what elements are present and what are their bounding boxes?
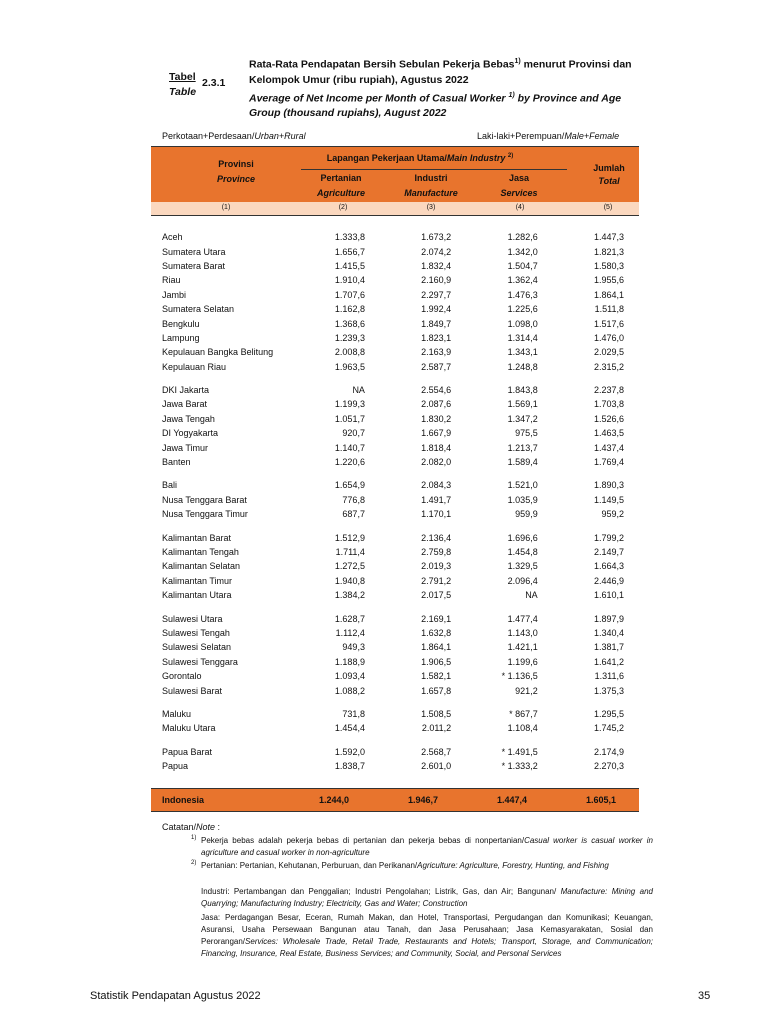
table-row — [151, 545, 639, 559]
table-cell: 1.051,7 — [334, 413, 365, 424]
province-name: Papua — [162, 761, 189, 772]
total-row — [151, 788, 639, 812]
table-cell: * 1.491,5 — [501, 746, 538, 757]
area-label: Perkotaan+Perdesaan/Urban+Rural — [162, 131, 306, 141]
table-row — [151, 455, 639, 469]
group-spacer — [151, 521, 639, 530]
table-row — [151, 397, 639, 411]
table-cell: 1.225,6 — [507, 304, 538, 315]
title-en-line1: Average of Net Income per Month of Casual Worker $^{1)}$ by Province and Age — [249, 91, 622, 104]
province-name: Sulawesi Tenggara — [162, 656, 238, 667]
table-row — [151, 707, 639, 721]
table-cell: 1.830,2 — [421, 413, 452, 424]
table-cell: 2.149,7 — [593, 547, 624, 557]
table-cell: 1.610,1 — [593, 590, 624, 601]
table-cell: 1.477,4 — [507, 613, 538, 624]
title-id-line1: Rata-Rata Pendapatan Bersih Sebulan Pekerja Bebas$^{1)}$ menurut Provinsi dan — [249, 58, 632, 71]
table-cell: 1.569,1 — [507, 399, 538, 410]
table-cell: 1.711,4 — [335, 547, 365, 557]
province-name: DI Yogyakarta — [162, 428, 219, 439]
col-number: (2) — [338, 204, 348, 211]
table-cell: 2.074,2 — [421, 246, 452, 257]
header-industri: Industri — [414, 173, 448, 183]
total-total: 1.605,1 — [586, 795, 617, 805]
header-agriculture: Agriculture — [316, 188, 365, 198]
total-manufacture: 1.946,7 — [408, 795, 439, 805]
table-row — [151, 721, 639, 735]
table-row — [151, 316, 639, 330]
table-cell: * 867,7 — [509, 708, 538, 719]
province-name: Kepulauan Bangka Belitung — [162, 347, 274, 358]
table-cell: 1.088,2 — [334, 685, 365, 696]
table-cell: 1.517,6 — [593, 318, 624, 329]
table-cell: 1.897,9 — [593, 613, 624, 624]
table-row — [151, 230, 639, 244]
table-cell: 959,9 — [515, 509, 538, 520]
note-1-mark: 1) — [191, 835, 197, 841]
table-cell: 2.008,8 — [334, 347, 365, 358]
header-jasa: Jasa — [508, 173, 530, 183]
table-cell: 1.447,3 — [593, 232, 624, 243]
header-total: Total — [598, 176, 620, 186]
table-cell: 1.362,4 — [507, 275, 538, 286]
table-row — [151, 302, 639, 316]
page-number: 35 — [698, 990, 711, 1002]
table-cell: NA — [525, 590, 538, 601]
province-table — [151, 230, 639, 773]
table-row — [151, 745, 639, 759]
province-name: Riau — [162, 275, 181, 286]
spacer-cell — [151, 698, 639, 707]
table-cell: 1.098,0 — [507, 318, 538, 329]
total-agriculture: 1.244,0 — [319, 795, 350, 805]
table-cell: 1.654,9 — [334, 480, 365, 491]
header-province: Province — [216, 174, 256, 184]
table-cell: 2.017,5 — [421, 590, 452, 601]
table-cell: 959,2 — [601, 509, 624, 520]
province-name: Kalimantan Selatan — [162, 561, 241, 572]
province-name: Kalimantan Tengah — [162, 547, 239, 557]
table-cell: 1.220,6 — [334, 457, 365, 468]
province-name: Jambi — [162, 289, 187, 300]
table-cell: 687,7 — [342, 509, 365, 520]
table-cell: 1.526,6 — [593, 413, 624, 424]
header-jumlah: Jumlah — [593, 163, 625, 173]
province-name: Sumatera Utara — [162, 246, 226, 257]
table-row — [151, 493, 639, 507]
table-row — [151, 360, 639, 374]
table-cell: 1.140,7 — [334, 442, 365, 453]
province-name: Kepulauan Riau — [162, 361, 227, 372]
table-cell: 1.641,2 — [593, 656, 624, 667]
province-name: Papua Barat — [162, 746, 213, 757]
table-cell: 2.315,2 — [593, 361, 624, 372]
table-cell: 1.940,8 — [334, 575, 365, 586]
table-cell: 920,7 — [342, 428, 365, 439]
table-row — [151, 259, 639, 273]
province-name: Bengkulu — [162, 318, 200, 329]
notes-title: Catatan/Note : — [162, 822, 221, 832]
table-cell: 1.696,6 — [507, 532, 538, 543]
header-manufacture: Manufacture — [404, 188, 458, 198]
table-row — [151, 345, 639, 359]
table-cell: 1.343,1 — [507, 347, 538, 358]
table-cell: * 1.333,2 — [501, 761, 538, 772]
table-cell: 1.311,6 — [594, 671, 624, 682]
table-cell: 921,2 — [515, 685, 538, 696]
province-name: Sumatera Selatan — [162, 304, 235, 315]
table-cell: 1.476,0 — [593, 332, 624, 343]
table-cell: 1.664,3 — [593, 561, 624, 572]
note-1: Pekerja bebas adalah pekerja bebas di pertanian dan pekerja bebas di nonpertanian/Casual worker is casual worker in agriculture and casual worker in non-agriculture — [201, 836, 653, 857]
table-cell: 2.270,3 — [593, 761, 624, 772]
table-cell: 1.108,4 — [507, 723, 538, 734]
table-cell: 1.213,7 — [507, 442, 538, 453]
table-cell: 1.491,7 — [421, 494, 452, 505]
table-cell: 2.601,0 — [421, 761, 452, 772]
province-name: Gorontalo — [162, 671, 202, 682]
table-cell: 2.169,1 — [421, 613, 452, 624]
table-cell: 1.632,8 — [421, 627, 452, 638]
table-cell: 2.587,7 — [421, 361, 452, 372]
group-spacer — [151, 374, 639, 383]
table-cell: 1.333,8 — [334, 232, 365, 243]
table-cell: 949,3 — [342, 642, 365, 653]
table-cell: 1.890,3 — [593, 480, 624, 491]
table-row — [151, 611, 639, 625]
table-cell: 1.849,7 — [421, 318, 452, 329]
note-2-mark: 2) — [191, 860, 197, 866]
table-row — [151, 655, 639, 669]
table-cell: 1.657,8 — [421, 685, 452, 696]
table-cell: 2.759,8 — [421, 547, 452, 557]
table-row — [151, 759, 639, 773]
header-pertanian: Pertanian — [320, 173, 362, 183]
title-id-line2: Kelompok Umur (ribu rupiah), Agustus 2022 — [249, 73, 469, 86]
table-cell: 1.821,3 — [593, 246, 624, 257]
table-cell: 1.329,5 — [507, 561, 538, 572]
table-cell: 1.673,2 — [421, 232, 452, 243]
col-number: (5) — [603, 204, 613, 211]
table-label — [169, 70, 196, 100]
spacer-cell — [151, 469, 639, 478]
table-cell: 1.823,1 — [421, 332, 452, 343]
table-cell: 1.955,6 — [593, 275, 624, 286]
table-cell: 1.035,9 — [507, 494, 538, 505]
province-name: Bali — [162, 480, 178, 491]
table-cell: 2.174,9 — [593, 746, 624, 757]
table-row — [151, 288, 639, 302]
col-number: (3) — [426, 204, 436, 211]
table-cell: 1.368,6 — [334, 318, 365, 329]
table-cell: 2.160,9 — [421, 275, 452, 286]
table-cell: 1.864,1 — [421, 642, 452, 653]
table-row — [151, 478, 639, 492]
province-name: Jawa Tengah — [162, 413, 215, 424]
col-number: (4) — [515, 204, 525, 211]
header-main-industry: Lapangan Pekerjaan Utama/Main Industry $^{2)}$ — [326, 153, 514, 163]
table-cell: 2.084,3 — [421, 480, 452, 491]
province-name: Lampung — [162, 332, 200, 343]
table-row — [151, 559, 639, 573]
province-name: Aceh — [162, 232, 183, 243]
table-cell: 2.237,8 — [593, 385, 624, 396]
table-cell: 1.592,0 — [334, 746, 365, 757]
group-spacer — [151, 698, 639, 707]
table-cell: 1.463,5 — [593, 428, 624, 439]
spacer-cell — [151, 374, 639, 383]
table-cell: 1.628,7 — [334, 613, 365, 624]
note-2: Pertanian: Pertanian, Kehutanan, Perburuan, dan Perikanan/Agriculture: Agriculture, Forestry, Hunting, and Fishing — [201, 861, 609, 870]
table-cell: 2.019,3 — [421, 561, 452, 572]
table-row — [151, 626, 639, 640]
table-cell: NA — [352, 385, 365, 396]
province-name: Banten — [162, 457, 191, 468]
province-name: DKI Jakarta — [162, 385, 210, 396]
table-cell: 1.580,3 — [593, 260, 624, 271]
table-cell: 2.554,6 — [421, 385, 452, 396]
table-row — [151, 440, 639, 454]
table-row — [151, 244, 639, 258]
table-row — [151, 669, 639, 683]
table-cell: 1.375,3 — [593, 685, 624, 696]
note-4: Jasa: Perdagangan Besar, Eceran, Rumah Makan, dan Hotel, Transportasi, Pergudangan dan Komunikasi; Keuangan, Asuransi, Usaha Persewaan Bangunan atau Tanah, dan Jasa Perusahaan; Jasa Kemasyarakatan, Sosial dan Perorangan/Services: Wholesale Trade, Retail Trade, Restaurants and Hotels; Transport, Storage, and Communication; Financing, Insurance, Real Estate, Business Services; and Community, Social, and Personal Services — [201, 913, 653, 958]
table-cell: * 1.136,5 — [501, 671, 538, 682]
table-cell: 1.703,8 — [593, 399, 624, 410]
table-cell: 1.199,3 — [334, 399, 365, 410]
table-cell: 1.437,4 — [593, 442, 624, 453]
table-cell: 2.096,4 — [507, 575, 538, 586]
table-cell: 1.170,1 — [421, 509, 452, 520]
total-label: Indonesia — [162, 795, 205, 805]
header-divider — [301, 169, 567, 170]
province-name: Nusa Tenggara Timur — [162, 509, 248, 520]
table-row — [151, 640, 639, 654]
table-label-en: Table — [169, 86, 197, 98]
table-cell: 1.707,6 — [334, 289, 365, 300]
table-header — [151, 146, 639, 202]
table-cell: 1.589,4 — [507, 457, 538, 468]
table-cell: 1.143,0 — [507, 627, 538, 638]
table-cell: 2.011,2 — [421, 723, 452, 734]
table-cell: 1.188,9 — [334, 656, 365, 667]
table-row — [151, 574, 639, 588]
table-row — [151, 412, 639, 426]
table-row — [151, 507, 639, 521]
table-row — [151, 273, 639, 287]
province-name: Sulawesi Barat — [162, 685, 223, 696]
table-row — [151, 683, 639, 697]
table-cell: 2.082,0 — [421, 457, 452, 468]
column-number-row — [151, 202, 639, 216]
table-cell: 1.745,2 — [593, 723, 624, 734]
province-name: Nusa Tenggara Barat — [162, 494, 247, 505]
table-cell: 1.799,2 — [593, 532, 624, 543]
table-row — [151, 331, 639, 345]
group-spacer — [151, 469, 639, 478]
table-cell: 1.199,6 — [507, 656, 538, 667]
table-cell: 1.508,5 — [421, 708, 452, 719]
table-cell: 1.384,2 — [334, 590, 365, 601]
province-name: Sulawesi Tengah — [162, 627, 230, 638]
group-spacer — [151, 736, 639, 745]
table-cell: 1.454,4 — [334, 723, 365, 734]
table-cell: 1.521,0 — [507, 480, 538, 491]
table-cell: 1.112,4 — [335, 627, 365, 638]
table-cell: 2.568,7 — [421, 746, 452, 757]
spacer-cell — [151, 602, 639, 611]
table-title — [249, 54, 649, 121]
title-en-line2: Group (thousand rupiahs), August 2022 — [249, 107, 447, 119]
table-cell: 1.381,7 — [593, 642, 624, 653]
table-cell: 1.342,0 — [507, 246, 538, 257]
table-row — [151, 530, 639, 544]
province-name: Jawa Timur — [162, 442, 209, 453]
table-cell: 1.314,4 — [507, 332, 538, 343]
table-cell: 1.093,4 — [334, 671, 365, 682]
table-cell: 776,8 — [342, 494, 365, 505]
table-cell: 731,8 — [342, 708, 365, 719]
table-cell: 1.910,4 — [334, 275, 365, 286]
total-services: 1.447,4 — [497, 795, 528, 805]
spacer-cell — [151, 736, 639, 745]
table-cell: 1.512,9 — [334, 532, 365, 543]
table-cell: 1.667,9 — [421, 428, 452, 439]
table-cell: 1.340,4 — [593, 627, 624, 638]
table-cell: 1.248,8 — [507, 361, 538, 372]
table-number: 2.3.1 — [202, 77, 226, 89]
province-name: Kalimantan Barat — [162, 532, 232, 543]
footer-title: Statistik Pendapatan Agustus 2022 — [90, 990, 261, 1002]
spacer-cell — [151, 521, 639, 530]
gender-label: Laki-laki+Perempuan/Male+Female — [477, 131, 620, 141]
table-cell: 1.511,8 — [594, 304, 624, 315]
note-3: Industri: Pertambangan dan Penggalian; Industri Pengolahan; Listrik, Gas, dan Air; Bangunan/ Manufacture: Mining and Quarrying; Manufacturing Industry; Electricity, Gas and Water; Construction — [201, 887, 653, 908]
table-cell: 1.504,7 — [507, 260, 538, 271]
table-cell: 1.843,8 — [507, 385, 538, 396]
table-cell: 1.347,2 — [507, 413, 538, 424]
table-cell: 2.297,7 — [421, 289, 452, 300]
table-cell: 1.162,8 — [334, 304, 365, 315]
table-cell: 1.818,4 — [421, 442, 452, 453]
province-name: Sumatera Barat — [162, 260, 226, 271]
province-name: Maluku Utara — [162, 723, 216, 734]
col-number: (1) — [221, 204, 231, 211]
table-cell: 2.029,5 — [593, 347, 624, 358]
table-cell: 1.421,1 — [507, 642, 538, 653]
header-services: Services — [500, 188, 538, 198]
table-cell: 1.476,3 — [507, 289, 538, 300]
table-cell: 2.791,2 — [421, 575, 452, 586]
table-cell: 1.454,8 — [507, 547, 538, 557]
table-cell: 1.864,1 — [593, 289, 624, 300]
table-cell: 1.149,5 — [593, 494, 624, 505]
group-spacer — [151, 602, 639, 611]
table-row — [151, 426, 639, 440]
table-cell: 2.446,9 — [593, 575, 624, 586]
table-cell: 1.239,3 — [334, 332, 365, 343]
province-name: Jawa Barat — [162, 399, 208, 410]
province-name: Maluku — [162, 708, 192, 719]
province-name: Sulawesi Selatan — [162, 642, 232, 653]
table-cell: 1.838,7 — [334, 761, 365, 772]
table-cell: 1.415,5 — [334, 260, 365, 271]
header-provinsi: Provinsi — [218, 159, 254, 169]
table-cell: 1.656,7 — [334, 246, 365, 257]
table-cell: 975,5 — [515, 428, 538, 439]
tabel-label-id: Tabel — [169, 71, 196, 83]
table-cell: 1.963,5 — [334, 361, 365, 372]
table-cell: 2.136,4 — [421, 532, 452, 543]
table-cell: 1.295,5 — [593, 708, 624, 719]
table-cell: 1.282,6 — [507, 232, 538, 243]
table-row — [151, 383, 639, 397]
province-name: Sulawesi Utara — [162, 613, 223, 624]
province-name: Kalimantan Utara — [162, 590, 232, 601]
table-cell: 1.992,4 — [421, 304, 452, 315]
table-cell: 1.832,4 — [421, 260, 452, 271]
province-name: Kalimantan Timur — [162, 575, 233, 586]
table-cell: 1.769,4 — [593, 457, 624, 468]
table-cell: 1.582,1 — [421, 671, 452, 682]
table-cell: 1.272,5 — [334, 561, 365, 572]
table-cell: 1.906,5 — [421, 656, 452, 667]
table-row — [151, 588, 639, 602]
table-cell: 2.163,9 — [421, 347, 452, 358]
table-cell: 2.087,6 — [421, 399, 452, 410]
